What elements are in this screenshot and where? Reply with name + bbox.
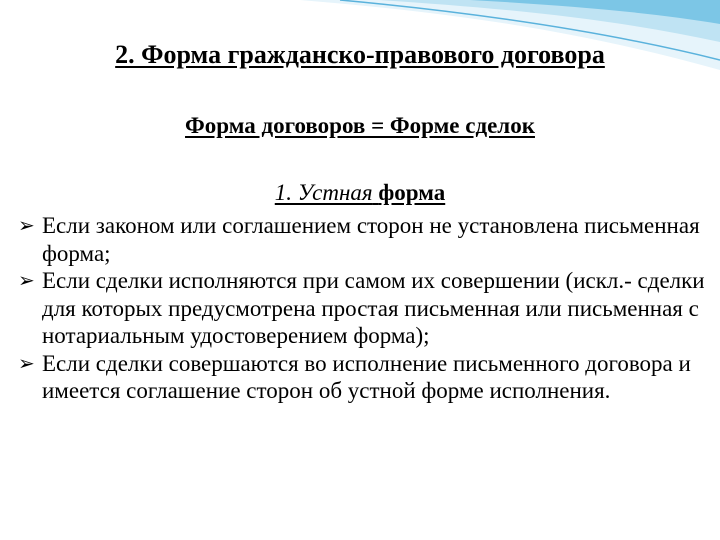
- arrowhead-bullet-icon: ➢: [18, 213, 35, 237]
- bullet-text: Если сделки совершаются во исполнение письменного договора и имеется соглашение сторон об устной форме исполнения.: [42, 350, 691, 403]
- bullet-list: [18, 212, 708, 405]
- section-heading-number: 1. Устная: [274, 180, 373, 205]
- bullet-text: Если сделки исполняются при самом их совершении (искл.- сделки для которых предусмотрена простая письменная или письменная с нотариальным удостоверением форма);: [42, 268, 705, 348]
- arrowhead-bullet-icon: ➢: [18, 268, 35, 292]
- slide-title: 2. Форма гражданско-правового договора: [115, 40, 605, 69]
- section-heading: [0, 180, 720, 206]
- section-heading-word: форма: [378, 180, 446, 205]
- bullet-item: [18, 350, 708, 405]
- bullet-item: [18, 212, 708, 267]
- bullet-item: [18, 267, 708, 350]
- arrowhead-bullet-icon: ➢: [18, 350, 35, 375]
- bullet-text: Если законом или соглашением сторон не установлена письменная форма;: [42, 213, 700, 266]
- slide-subtitle: Форма договоров = Форме сделок: [185, 113, 535, 138]
